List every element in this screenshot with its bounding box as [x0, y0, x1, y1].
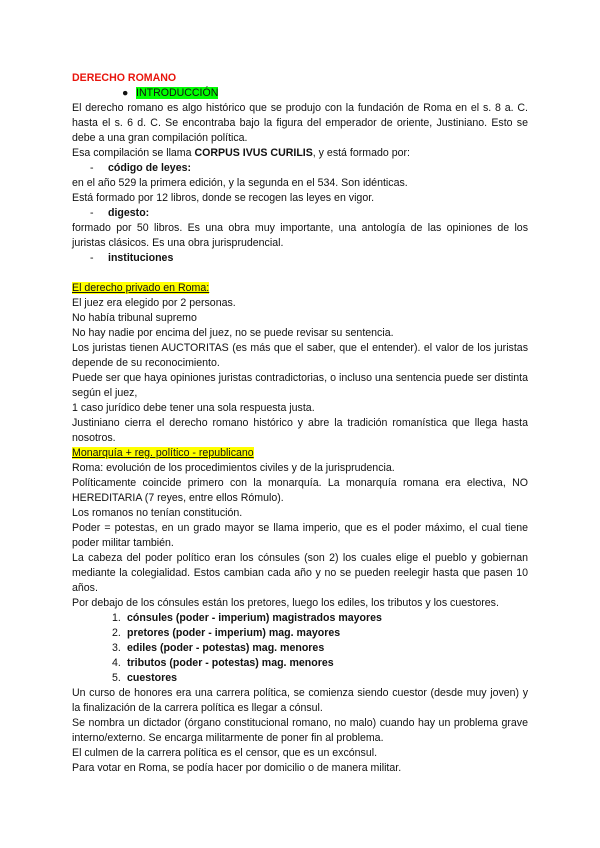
list-item [112, 656, 528, 671]
section3-after-line: Un curso de honores era una carrera política, se comienza siendo cuestor (desde muy joven) y la finalización de la carrera política es llegar a cónsul. [72, 687, 528, 714]
intro-paragraph: El derecho romano es algo histórico que se produjo con la fundación de Roma en el s. 8 a. C. hasta el s. 6 d. C. Se encontraba bajo la figura del emperador de oriente, Justiniano. Esto se debe a una gran compilación política. [72, 102, 528, 144]
list-number: 4. [112, 657, 121, 669]
intro-heading: INTRODUCCIÓN [136, 87, 219, 99]
list-number: 5. [112, 672, 121, 684]
section3-line: Por debajo de los cónsules están los pretores, luego los ediles, los tributos y los cuestores. [72, 597, 499, 609]
compilation-paragraph [72, 146, 528, 161]
list-number: 1. [112, 612, 121, 624]
list-item-instituciones [72, 251, 528, 266]
section2-line: Los juristas tienen AUCTORITAS (es más que el saber, que el entender). el valor de los juristas depende de su reconocimiento. [72, 342, 528, 369]
compilation-text-a: Esa compilación se llama [72, 147, 195, 159]
section2-line: 1 caso jurídico debe tener una sola respuesta justa. [72, 402, 315, 414]
item-label: código de leyes: [108, 162, 192, 174]
list-item-digesto [72, 206, 528, 221]
digesto-text: formado por 50 libros. Es una obra muy importante, una antología de las opiniones de los juristas clásicos. Es una obra jurisprudencial. [72, 222, 528, 249]
section-heading-text: Monarquía + reg. político - republicano [72, 447, 254, 459]
section2-line: El juez era elegido por 2 personas. [72, 297, 236, 309]
section2-line: No había tribunal supremo [72, 312, 197, 324]
section3-line: Los romanos no tenían constitución. [72, 507, 243, 519]
bullet-icon: ● [122, 87, 129, 99]
list-text: cuestores [127, 672, 178, 684]
document-title: DERECHO ROMANO [72, 72, 177, 84]
dash-icon: - [90, 162, 94, 174]
section3-after-line: El culmen de la carrera política es el censor, que es un excónsul. [72, 747, 378, 759]
list-text: cónsules (poder - imperium) magistrados mayores [127, 612, 382, 624]
document-page [72, 71, 528, 776]
list-item [112, 611, 528, 626]
intro-heading-row [72, 86, 528, 101]
item-label: digesto: [108, 207, 150, 219]
list-item-codigo [72, 161, 528, 176]
list-item [112, 671, 528, 686]
section3-line: Poder = potestas, en un grado mayor se llama imperio, que es el poder máximo, el cual tiene poder militar también. [72, 522, 528, 549]
section-heading-text: El derecho privado en Roma: [72, 282, 210, 294]
list-item [112, 626, 528, 641]
section2-line: No hay nadie por encima del juez, no se puede revisar su sentencia. [72, 327, 394, 339]
codigo-text-1: en el año 529 la primera edición, y la segunda en el 534. Son idénticas. [72, 177, 408, 189]
section3-after-line: Para votar en Roma, se podía hacer por domicilio o de manera militar. [72, 762, 402, 774]
spacer [72, 266, 528, 281]
list-text: pretores (poder - imperium) mag. mayores [127, 627, 341, 639]
section3-line: La cabeza del poder político eran los cónsules (son 2) los cuales elige el pueblo y gobiernan mediante la colegialidad. Estos cambian cada año y no se pueden reelegir hasta que pasen 10 años. [72, 552, 528, 594]
list-number: 2. [112, 627, 121, 639]
section-heading-derecho-privado [72, 281, 528, 296]
corpus-name: CORPUS IVUS CURILIS [194, 147, 313, 159]
list-text: tributos (poder - potestas) mag. menores [127, 657, 334, 669]
section3-line: Políticamente coincide primero con la monarquía. La monarquía romana era electiva, NO HEREDITARIA (7 reyes, entre ellos Rómulo). [72, 477, 528, 504]
codigo-text-2: Está formado por 12 libros, donde se recogen las leyes en vigor. [72, 192, 375, 204]
section2-line: Puede ser que haya opiniones juristas contradictorias, o incluso una sentencia puede ser distinta según el juez, [72, 372, 528, 399]
section-heading-monarquia [72, 446, 528, 461]
section2-line: Justiniano cierra el derecho romano histórico y abre la tradición romanística que llega hasta nosotros. [72, 417, 528, 444]
list-text: ediles (poder - potestas) mag. menores [127, 642, 325, 654]
dash-icon: - [90, 207, 94, 219]
list-number: 3. [112, 642, 121, 654]
list-item [112, 641, 528, 656]
dash-icon: - [90, 252, 94, 264]
section3-line: Roma: evolución de los procedimientos civiles y de la jurisprudencia. [72, 462, 395, 474]
compilation-text-b: , y está formado por: [312, 147, 410, 159]
item-label: instituciones [108, 252, 174, 264]
magistrates-list [72, 611, 528, 686]
section3-after-line: Se nombra un dictador (órgano constitucional romano, no malo) cuando hay un problema grave interno/externo. Se encarga militarmente de poner fin al problema. [72, 717, 528, 744]
